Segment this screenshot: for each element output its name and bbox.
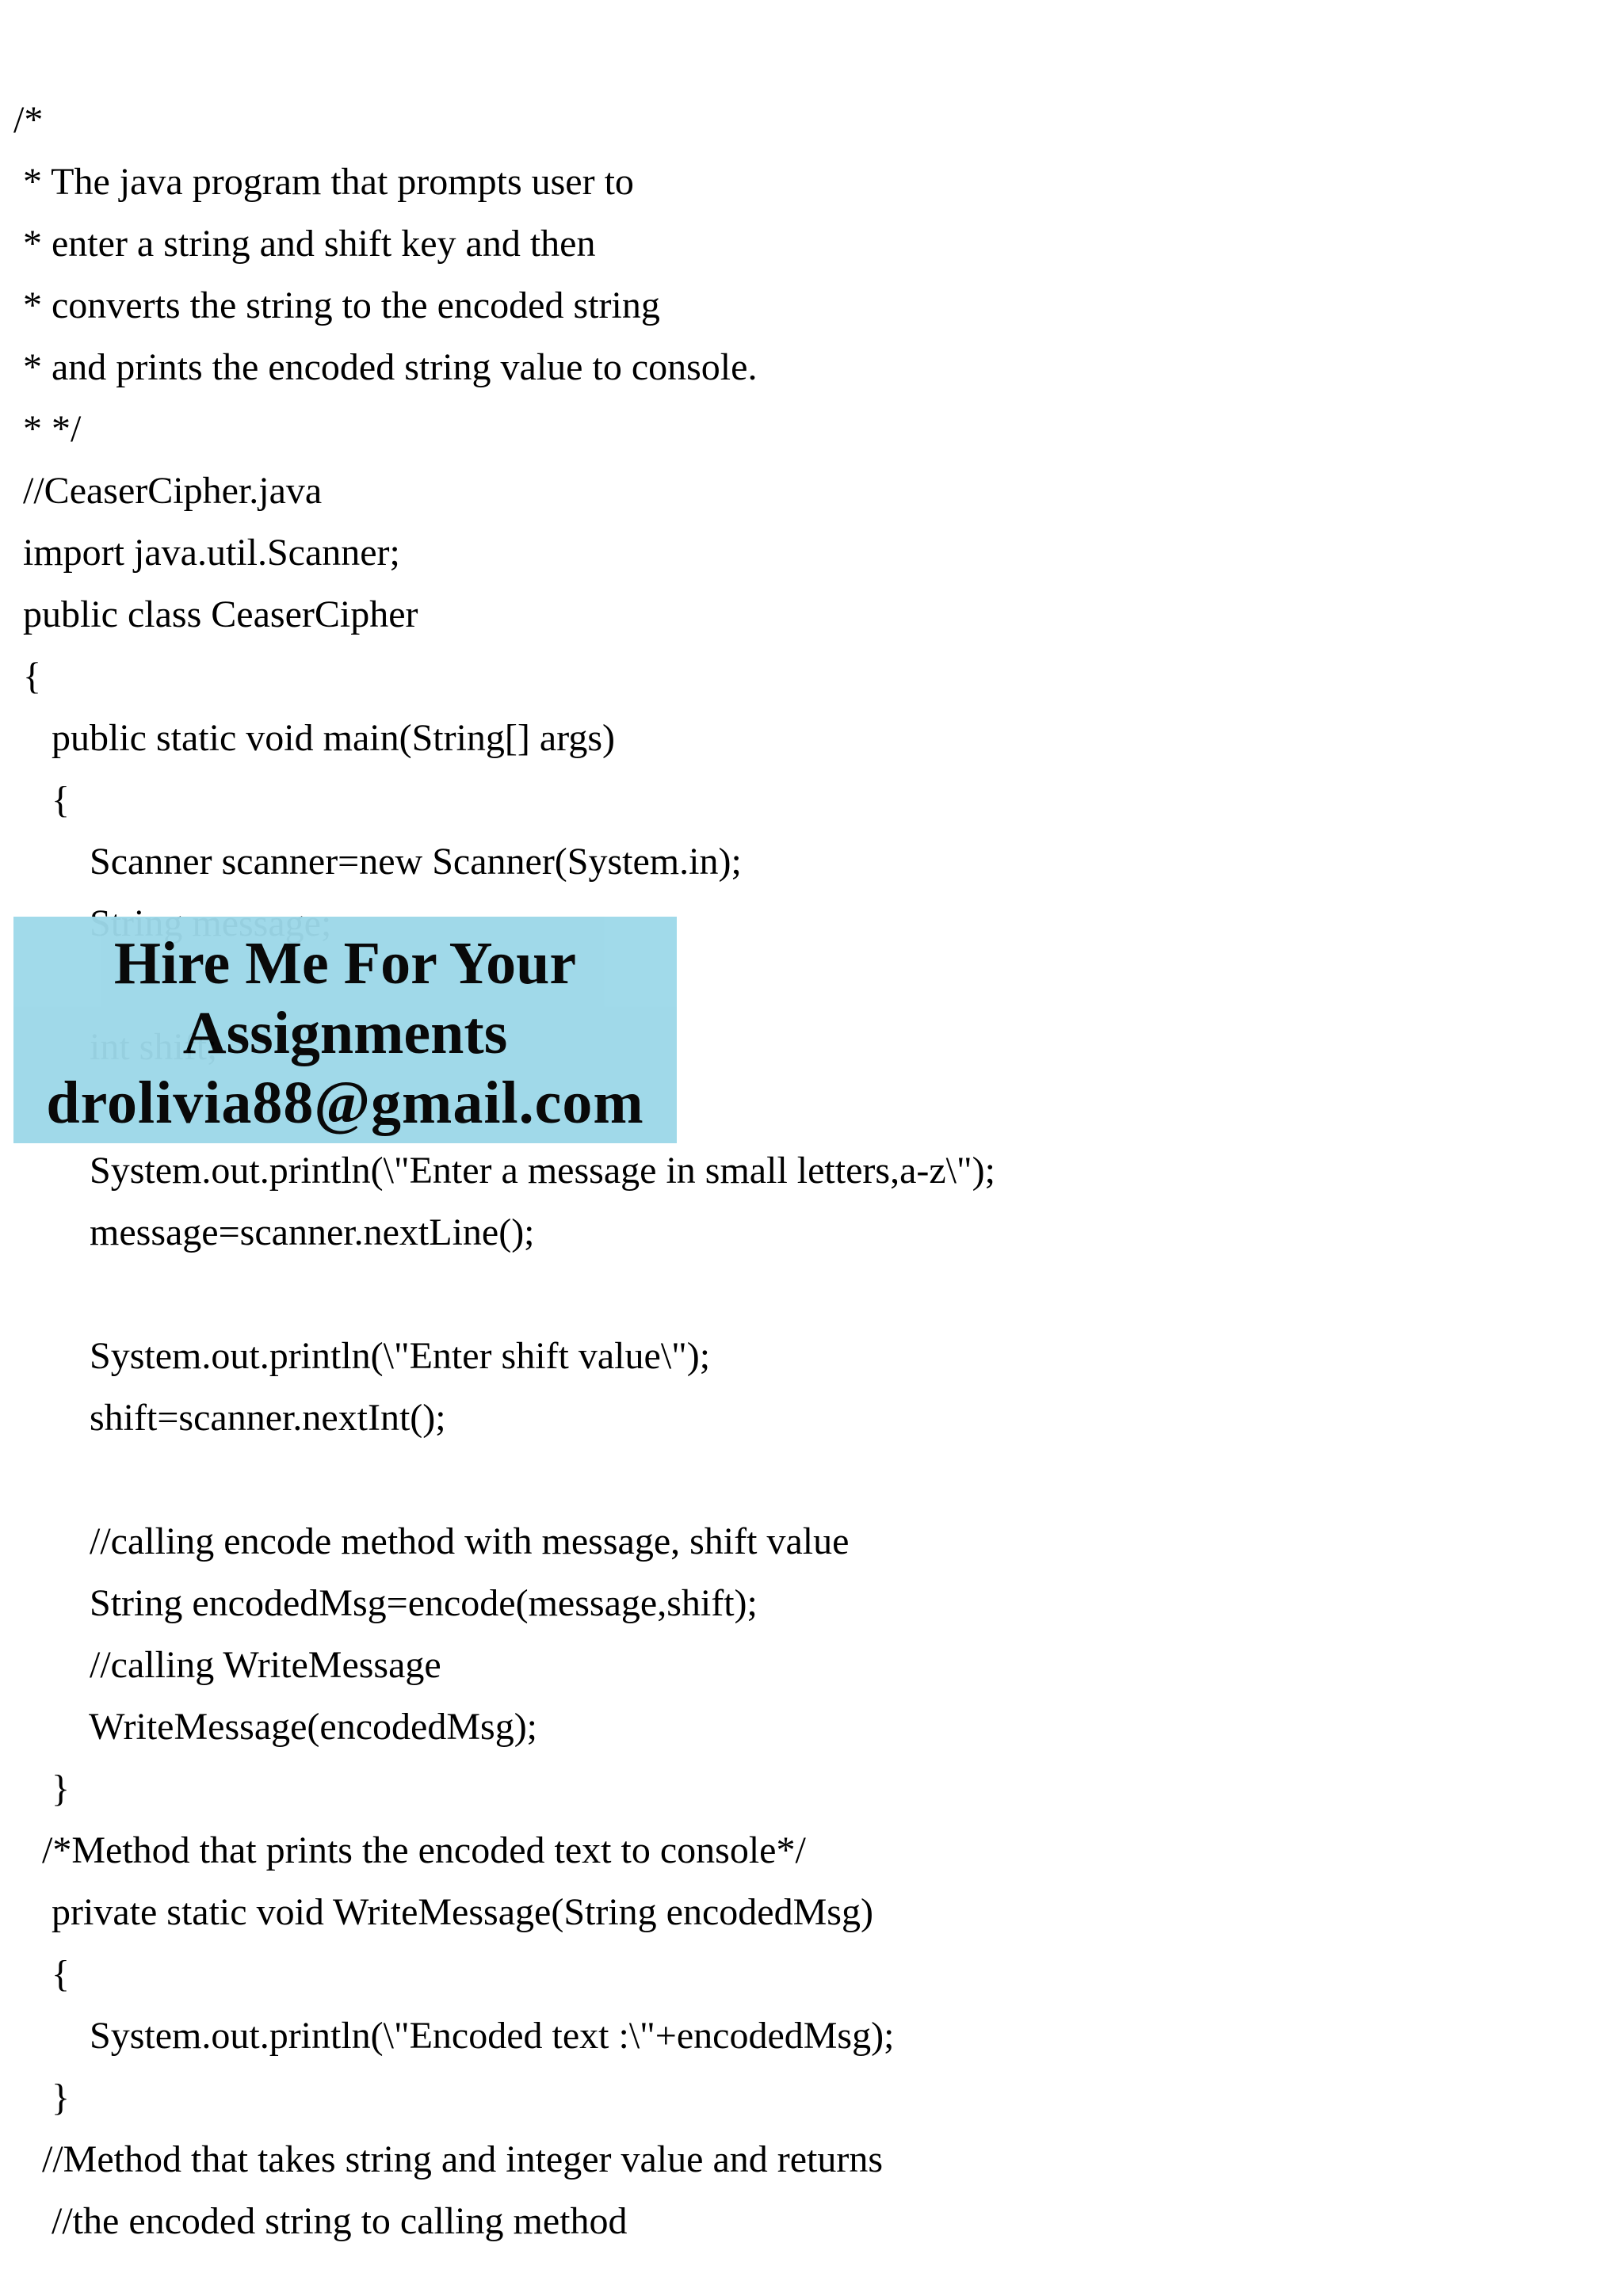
watermark-email: drolivia88@gmail.com [46,1070,644,1136]
code-line: message=scanner.nextLine(); [13,1211,535,1253]
code-line: { [13,1953,71,1995]
code-line: /* [13,99,44,141]
code-line: * converts the string to the encoded string [13,284,660,326]
code-line: System.out.println(\"Encoded text :\"+encodedMsg); [13,2015,895,2057]
code-line: private static void WriteMessage(String encodedMsg) [13,1891,873,1933]
code-line: public class CeaserCipher [13,593,418,635]
code-line: //calling encode method with message, shift value [13,1520,850,1562]
code-line: { [13,779,71,821]
code-line: WriteMessage(encodedMsg); [13,1706,538,1748]
code-line: //CeaserCipher.java [13,470,323,512]
code-line: import java.util.Scanner; [13,532,400,574]
code-line: shift=scanner.nextInt(); [13,1397,446,1439]
code-line: //the encoded string to calling method [13,2200,628,2242]
code-line: * enter a string and shift key and then [13,223,596,265]
code-line: } [13,2077,71,2119]
code-line: } [13,1768,71,1810]
watermark-banner [13,917,677,1143]
code-line: { [13,655,42,697]
code-line: * and prints the encoded string value to console. [13,346,758,388]
code-line: Scanner scanner=new Scanner(System.in); [13,841,742,883]
code-line: String encodedMsg=encode(message,shift); [13,1582,758,1624]
code-line: /*Method that prints the encoded text to console*/ [13,1829,806,1871]
code-line: System.out.println(\"Enter a message in small letters,a-z\"); [13,1150,995,1192]
code-line: public static void main(String[] args) [13,717,615,759]
watermark-line-assignments: Assignments [182,1000,508,1066]
code-line: //calling WriteMessage [13,1644,441,1686]
code-line: //Method that takes string and integer value and returns [13,2138,884,2180]
code-line: System.out.println(\"Enter shift value\"); [13,1335,711,1377]
code-line: * The java program that prompts user to [13,161,634,203]
watermark-line-hire: Hire Me For Your [113,930,577,997]
code-line: * */ [13,408,82,450]
